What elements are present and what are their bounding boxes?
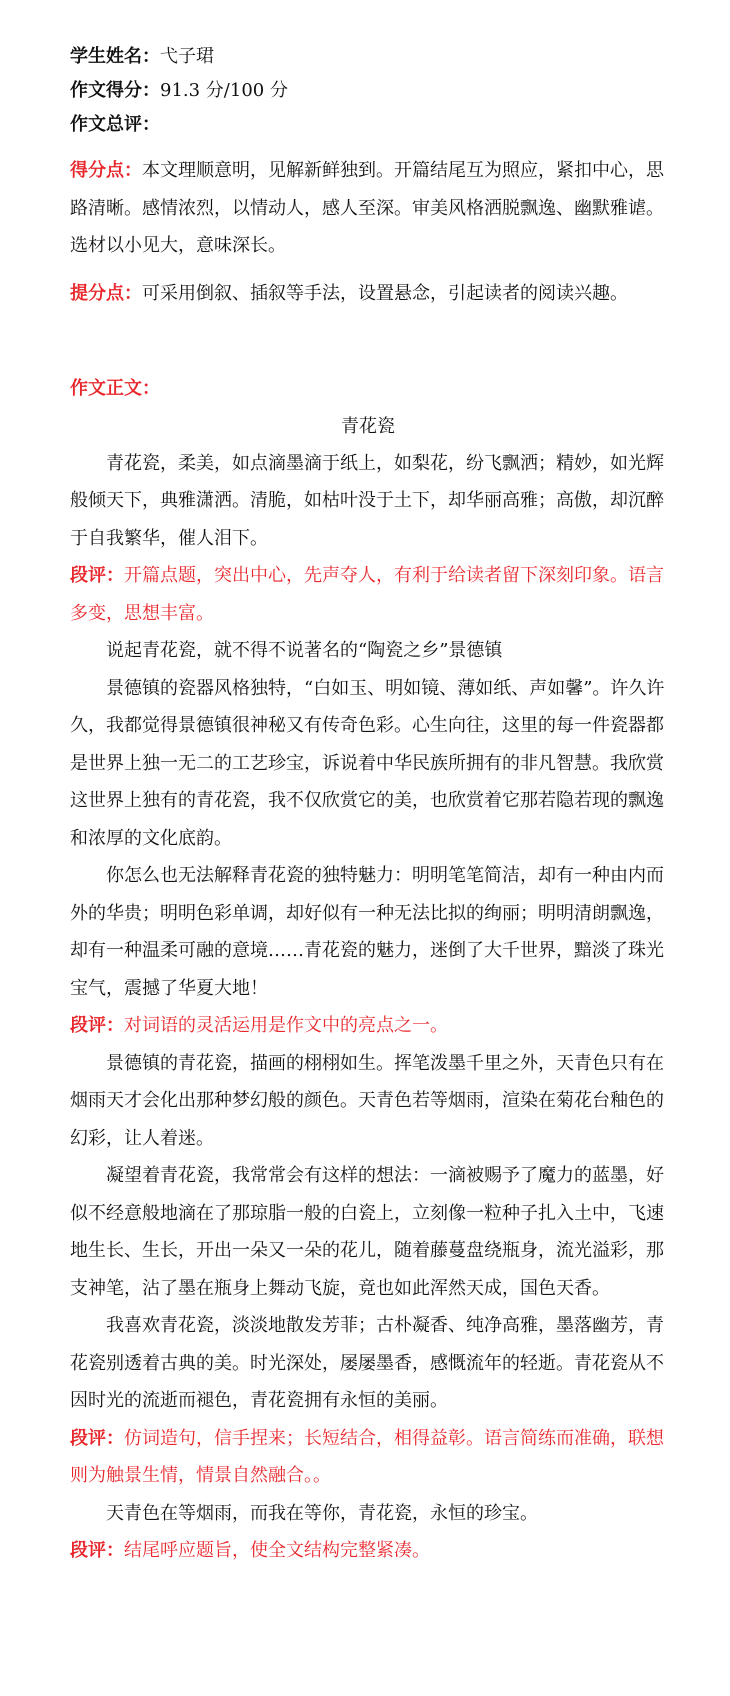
- paragraph-comment-label: 段评：: [70, 1540, 124, 1561]
- paragraph-comment-text: 开篇点题，突出中心，先声夺人，有利于给读者留下深刻印象。语言多变，思想丰富。: [70, 565, 664, 624]
- essay-paragraph: 凝望着青花瓷，我常常会有这样的想法：一滴被赐予了魔力的蓝墨，好似不经意般地滴在了那琼脂一般的白瓷上，立刻像一粒种子扎入土中，飞速地生长、生长，开出一朵又一朵的花儿，随着藤蔓盘绕瓶身，流光溢彩，那支神笔，沾了墨在瓶身上舞动飞旋，竟也如此浑然天成，国色天香。: [70, 1165, 664, 1299]
- paragraph-comment: [70, 1007, 666, 1045]
- paragraph-comment-label: 段评：: [70, 565, 124, 586]
- score-value: 91.3 分/100 分: [160, 80, 288, 101]
- paragraph-comment-label: 段评：: [70, 1015, 124, 1036]
- paragraph-comment: [70, 557, 666, 632]
- scoring-points: [70, 152, 666, 265]
- score-label: 作文得分：: [70, 80, 160, 101]
- score-row: [70, 74, 666, 108]
- scoring-points-text: 本文理顺意明，见解新鲜独到。开篇结尾互为照应，紧扣中心，思路清晰。感情浓烈，以情动人，感人至深。审美风格洒脱飘逸、幽默雅谑。选材以小见大，意味深长。: [70, 160, 664, 256]
- essay-paragraph: 天青色在等烟雨，而我在等你，青花瓷，永恒的珍宝。: [106, 1502, 538, 1524]
- paragraph-comment-text: 仿词造句，信手捏来；长短结合，相得益彰。语言简练而准确，联想则为触景生情，情景自然融合。。: [70, 1427, 664, 1486]
- student-name-label: 学生姓名：: [70, 46, 160, 67]
- improvement-points: [70, 275, 666, 313]
- paragraph-comment-label: 段评：: [70, 1427, 124, 1449]
- essay-paragraph: 你怎么也无法解释青花瓷的独特魅力：明明笔笔简洁，却有一种由内而外的华贵；明明色彩单调，却好似有一种无法比拟的绚丽；明明清朗飘逸，却有一种温柔可融的意境……青花瓷的魅力，迷倒了大千世界，黯淡了珠光宝气，震撼了华夏大地！: [70, 865, 664, 999]
- essay-paragraph: 我喜欢青花瓷，淡淡地散发芳菲；古朴凝香、纯净高雅，墨落幽芳，青花瓷别透着古典的美。时光深处，屡屡墨香，感慨流年的轻逝。青花瓷从不因时光的流逝而褪色，青花瓷拥有永恒的美丽。: [70, 1315, 664, 1411]
- report-page: [70, 40, 666, 1570]
- improvement-points-label: 提分点：: [70, 282, 142, 304]
- paragraph-comment-text: 结尾呼应题旨，使全文结构完整紧凑。: [124, 1540, 430, 1561]
- essay-paragraph: 景德镇的瓷器风格独特，“白如玉、明如镜、薄如纸、声如馨”。许久许久，我都觉得景德镇很神秘又有传奇色彩。心生向往，这里的每一件瓷器都是世界上独一无二的工艺珍宝，诉说着中华民族所拥有的非凡智慧。我欣赏这世界上独有的青花瓷，我不仅欣赏它的美，也欣赏着它那若隐若现的飘逸和浓厚的文化底韵。: [70, 677, 665, 849]
- essay-body: [70, 445, 666, 1570]
- paragraph-comment: [70, 1420, 666, 1495]
- essay-paragraph: 青花瓷，柔美，如点滴墨滴于纸上，如梨花，纷飞飘洒；精妙，如光辉般倾天下，典雅潇洒。清脆，如枯叶没于土下，却华丽高雅；高傲，却沉醉于自我繁华，催人泪下。: [70, 452, 664, 549]
- overall-review-row: [70, 108, 666, 142]
- improvement-points-text: 可采用倒叙、插叙等手法，设置悬念，引起读者的阅读兴趣。: [142, 282, 628, 304]
- paragraph-comment: [70, 1532, 666, 1570]
- overall-review-label: 作文总评：: [70, 114, 160, 135]
- paragraph-comment-text: 对词语的灵活运用是作文中的亮点之一。: [124, 1015, 448, 1036]
- essay-paragraph: 景德镇的青花瓷，描画的栩栩如生。挥笔泼墨千里之外，天青色只有在烟雨天才会化出那种梦幻般的颜色。天青色若等烟雨，渲染在菊花台釉色的幻彩，让人着迷。: [70, 1052, 664, 1149]
- student-name-value: 弋子珺: [160, 46, 214, 67]
- essay-body-label: 作文正文：: [70, 378, 160, 399]
- essay-title: 青花瓷: [341, 415, 395, 437]
- essay-paragraph: 说起青花瓷，就不得不说著名的“陶瓷之乡”景德镇: [106, 640, 503, 661]
- scoring-points-label: 得分点：: [70, 160, 142, 181]
- student-name-row: [70, 40, 666, 74]
